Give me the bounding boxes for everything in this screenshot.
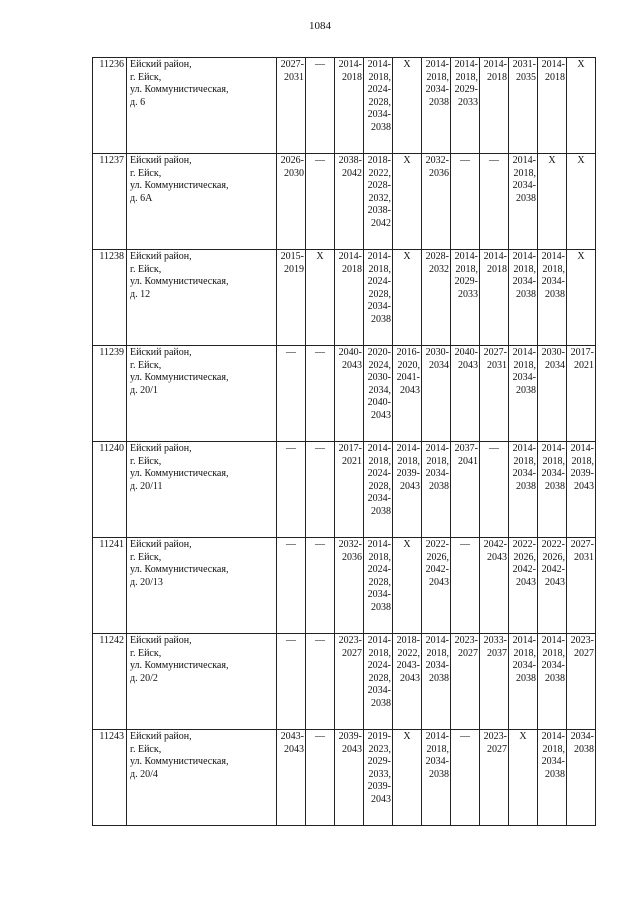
- period-cell: 2037- 2041: [451, 442, 480, 538]
- address-cell: Ейский район, г. Ейск, ул. Коммунистическая, д. 20/1: [127, 346, 277, 442]
- period-cell: —: [306, 730, 335, 826]
- period-cell: 2023- 2027: [451, 634, 480, 730]
- period-cell: —: [451, 730, 480, 826]
- period-cell: 2017- 2021: [567, 346, 596, 442]
- row-number-cell: 11242: [93, 634, 127, 730]
- period-cell: 2033- 2037: [480, 634, 509, 730]
- period-cell: 2018- 2022, 2043- 2043: [393, 634, 422, 730]
- period-cell: 2014- 2018, 2034- 2038: [422, 58, 451, 154]
- period-cell: —: [451, 154, 480, 250]
- address-cell: Ейский район, г. Ейск, ул. Коммунистическая, д. 6: [127, 58, 277, 154]
- period-cell: —: [480, 442, 509, 538]
- address-cell: Ейский район, г. Ейск, ул. Коммунистическая, д. 6А: [127, 154, 277, 250]
- table-row: [93, 538, 596, 634]
- page-number: 1084: [309, 20, 331, 32]
- period-cell: Х: [393, 250, 422, 346]
- period-cell: —: [306, 538, 335, 634]
- period-cell: 2040- 2043: [335, 346, 364, 442]
- period-cell: 2022- 2026, 2042- 2043: [422, 538, 451, 634]
- period-cell: —: [451, 538, 480, 634]
- period-cell: 2014- 2018: [335, 58, 364, 154]
- period-cell: 2026- 2030: [277, 154, 306, 250]
- period-cell: Х: [567, 154, 596, 250]
- period-cell: 2014- 2018: [480, 250, 509, 346]
- period-cell: Х: [393, 730, 422, 826]
- period-cell: 2043- 2043: [277, 730, 306, 826]
- period-cell: Х: [393, 58, 422, 154]
- period-cell: —: [277, 442, 306, 538]
- period-cell: 2027- 2031: [567, 538, 596, 634]
- period-cell: 2014- 2018, 2034- 2038: [422, 730, 451, 826]
- period-cell: 2014- 2018, 2034- 2038: [422, 634, 451, 730]
- period-cell: 2023- 2027: [567, 634, 596, 730]
- period-cell: 2019- 2023, 2029- 2033, 2039- 2043: [364, 730, 393, 826]
- period-cell: 2032- 2036: [422, 154, 451, 250]
- row-number-cell: 11237: [93, 154, 127, 250]
- table-row: [93, 250, 596, 346]
- period-cell: 2014- 2018, 2024- 2028, 2034- 2038: [364, 538, 393, 634]
- period-cell: —: [306, 154, 335, 250]
- period-cell: 2014- 2018, 2024- 2028, 2034- 2038: [364, 634, 393, 730]
- period-cell: Х: [509, 730, 538, 826]
- period-cell: —: [277, 634, 306, 730]
- row-number-cell: 11240: [93, 442, 127, 538]
- period-cell: 2014- 2018, 2029- 2033: [451, 250, 480, 346]
- period-cell: 2014- 2018, 2024- 2028, 2034- 2038: [364, 442, 393, 538]
- period-cell: 2017- 2021: [335, 442, 364, 538]
- period-cell: 2014- 2018, 2034- 2038: [538, 634, 567, 730]
- row-number-cell: 11239: [93, 346, 127, 442]
- period-cell: 2032- 2036: [335, 538, 364, 634]
- period-cell: 2027- 2031: [480, 346, 509, 442]
- period-cell: 2014- 2018, 2029- 2033: [451, 58, 480, 154]
- period-cell: 2039- 2043: [335, 730, 364, 826]
- address-cell: Ейский район, г. Ейск, ул. Коммунистическая, д. 20/11: [127, 442, 277, 538]
- period-cell: —: [480, 154, 509, 250]
- period-cell: 2038- 2042: [335, 154, 364, 250]
- period-cell: 2027- 2031: [277, 58, 306, 154]
- period-cell: —: [277, 346, 306, 442]
- period-cell: 2031- 2035: [509, 58, 538, 154]
- period-cell: 2014- 2018, 2034- 2038: [422, 442, 451, 538]
- period-cell: Х: [567, 58, 596, 154]
- period-cell: 2014- 2018: [335, 250, 364, 346]
- period-cell: 2022- 2026, 2042- 2043: [538, 538, 567, 634]
- period-cell: Х: [538, 154, 567, 250]
- period-cell: —: [306, 442, 335, 538]
- period-cell: 2014- 2018, 2024- 2028, 2034- 2038: [364, 58, 393, 154]
- table-row: [93, 730, 596, 826]
- period-cell: 2030- 2034: [538, 346, 567, 442]
- period-cell: —: [277, 538, 306, 634]
- period-cell: 2014- 2018, 2034- 2038: [538, 250, 567, 346]
- row-number-cell: 11236: [93, 58, 127, 154]
- address-cell: Ейский район, г. Ейск, ул. Коммунистическая, д. 12: [127, 250, 277, 346]
- period-cell: 2014- 2018, 2034- 2038: [509, 250, 538, 346]
- period-cell: 2023- 2027: [480, 730, 509, 826]
- period-cell: 2014- 2018, 2034- 2038: [509, 634, 538, 730]
- period-cell: Х: [393, 154, 422, 250]
- period-cell: 2016- 2020, 2041- 2043: [393, 346, 422, 442]
- period-cell: —: [306, 58, 335, 154]
- period-cell: 2014- 2018, 2039- 2043: [567, 442, 596, 538]
- period-cell: 2030- 2034: [422, 346, 451, 442]
- period-cell: 2014- 2018, 2034- 2038: [538, 442, 567, 538]
- period-cell: 2014- 2018, 2034- 2038: [509, 346, 538, 442]
- period-cell: —: [306, 634, 335, 730]
- table-row: [93, 154, 596, 250]
- period-cell: 2014- 2018, 2034- 2038: [538, 730, 567, 826]
- period-cell: 2014- 2018: [480, 58, 509, 154]
- period-cell: Х: [567, 250, 596, 346]
- row-number-cell: 11243: [93, 730, 127, 826]
- table-row: [93, 634, 596, 730]
- address-cell: Ейский район, г. Ейск, ул. Коммунистическая, д. 20/4: [127, 730, 277, 826]
- table-row: [93, 346, 596, 442]
- period-cell: 2022- 2026, 2042- 2043: [509, 538, 538, 634]
- period-cell: 2034- 2038: [567, 730, 596, 826]
- period-cell: 2042- 2043: [480, 538, 509, 634]
- period-cell: 2014- 2018: [538, 58, 567, 154]
- period-cell: 2014- 2018, 2024- 2028, 2034- 2038: [364, 250, 393, 346]
- address-cell: Ейский район, г. Ейск, ул. Коммунистическая, д. 20/2: [127, 634, 277, 730]
- period-cell: 2014- 2018, 2034- 2038: [509, 442, 538, 538]
- schedule-table: [92, 57, 596, 826]
- period-cell: —: [306, 346, 335, 442]
- row-number-cell: 11241: [93, 538, 127, 634]
- period-cell: 2018- 2022, 2028- 2032, 2038- 2042: [364, 154, 393, 250]
- table-row: [93, 58, 596, 154]
- row-number-cell: 11238: [93, 250, 127, 346]
- period-cell: 2014- 2018, 2034- 2038: [509, 154, 538, 250]
- period-cell: 2014- 2018, 2039- 2043: [393, 442, 422, 538]
- address-cell: Ейский район, г. Ейск, ул. Коммунистическая, д. 20/13: [127, 538, 277, 634]
- period-cell: 2040- 2043: [451, 346, 480, 442]
- period-cell: Х: [306, 250, 335, 346]
- period-cell: 2023- 2027: [335, 634, 364, 730]
- period-cell: 2020- 2024, 2030- 2034, 2040- 2043: [364, 346, 393, 442]
- period-cell: Х: [393, 538, 422, 634]
- table-row: [93, 442, 596, 538]
- period-cell: 2015- 2019: [277, 250, 306, 346]
- period-cell: 2028- 2032: [422, 250, 451, 346]
